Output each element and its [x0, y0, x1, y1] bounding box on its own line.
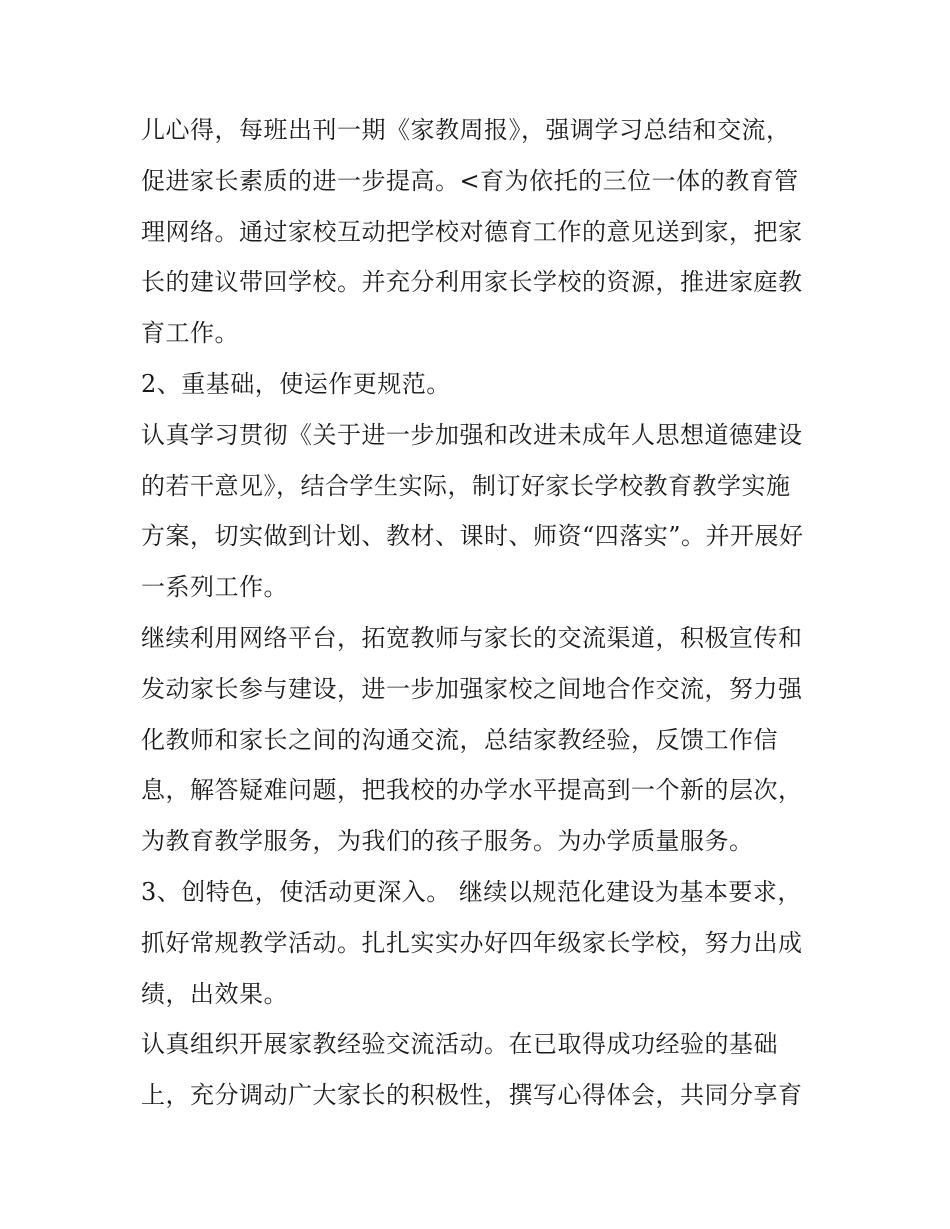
text-line: 继续利用网络平台，拓宽教师与家长的交流渠道，积极宣传和 — [141, 623, 803, 652]
body-text — [141, 105, 821, 1121]
text-line: 抓好常规教学活动。扎扎实实办好四年级家长学校，努力出成 — [141, 928, 803, 957]
text-line: 化教师和家长之间的沟通交流，总结家教经验，反馈工作信 — [141, 725, 778, 754]
text-line: 认真组织开展家教经验交流活动。在已取得成功经验的基础 — [141, 1030, 778, 1059]
text-line: 儿心得，每班出刊一期《家教周报》，强调学习总结和交流， — [141, 116, 791, 144]
text-line: 方案，切实做到计划、教材、课时、师资“四落实”。并开展好 — [141, 522, 804, 551]
section-heading-3: 3、创特色，使活动更深入。 继续以规范化建设为基本要求， — [141, 877, 802, 906]
text-line: 长的建议带回学校。并充分利用家长学校的资源，推进家庭教 — [141, 268, 803, 297]
text-line: 息，解答疑难问题，把我校的办学水平提高到一个新的层次， — [141, 776, 803, 805]
text-line: 上，充分调动广大家长的积极性，撰写心得体会，共同分享育 — [141, 1081, 803, 1110]
text-line: 育工作。 — [141, 319, 239, 348]
text-line: 一系列工作。 — [141, 573, 288, 602]
text-line: 发动家长参与建设，进一步加强家校之间地合作交流，努力强 — [141, 674, 803, 703]
text-line: 为教育教学服务，为我们的孩子服务。为办学质量服务。 — [141, 827, 754, 856]
text-line: 绩，出效果。 — [141, 979, 288, 1008]
text-line: 认真学习贯彻《关于进一步加强和改进未成年人思想道德建设 — [141, 420, 803, 449]
text-line: 的若干意见》，结合学生实际，制订好家长学校教育教学实施 — [141, 471, 791, 500]
text-line: 理网络。通过家校互动把学校对德育工作的意见送到家，把家 — [141, 217, 803, 246]
section-heading-2: 2、重基础，使运作更规范。 — [141, 369, 451, 398]
text-line: 促进家长素质的进一步提高。<育为依托的三位一体的教育管 — [141, 166, 799, 195]
